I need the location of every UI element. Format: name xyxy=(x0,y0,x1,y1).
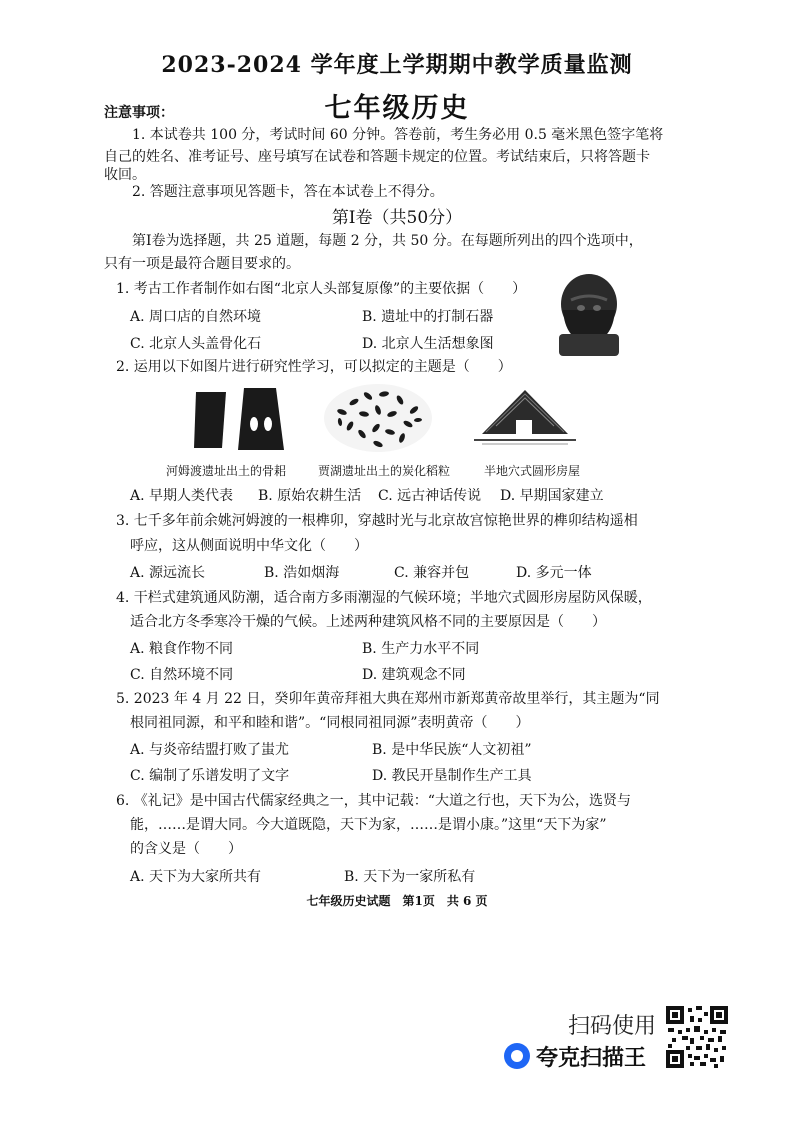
q5-option-c: C. 编制了乐谱发明了文字 xyxy=(130,768,290,784)
q1-option-a: A. 周口店的自然环境 xyxy=(130,309,262,325)
q2-caption-3: 半地穴式圆形房屋 xyxy=(484,464,581,478)
q6-stem-line2: 能，……是谓大同。今大道既隐，天下为家，……是谓小康。”这里“天下为家” xyxy=(130,817,607,833)
q1-stem: 1. 考古工作者制作如右图“北京人头部复原像”的主要依据（ ） xyxy=(116,281,527,297)
q6-option-a: A. 天下为大家所共有 xyxy=(130,869,262,885)
section-intro-line2: 只有一项是最符合题目要求的。 xyxy=(104,256,300,272)
q3-option-a: A. 源远流长 xyxy=(130,565,206,581)
pit-house-image xyxy=(472,386,578,452)
q2-option-c: C. 远古神话传说 xyxy=(378,488,482,504)
q1-option-b: B. 遗址中的打制石器 xyxy=(362,309,494,325)
carbonized-rice-image xyxy=(322,382,434,454)
q3-stem-line1: 3. 七千多年前余姚河姆渡的一根榫卯，穿越时光与北京故宫惊艳世界的榫卯结构遥相 xyxy=(116,513,638,529)
q6-stem-line3: 的含义是（ ） xyxy=(130,841,242,857)
scanner-brand[interactable] xyxy=(504,1041,646,1072)
q4-stem-line1: 4. 干栏式建筑通风防潮，适合南方多雨潮湿的气候环境；半地穴式圆形房屋防风保暖， xyxy=(116,590,652,606)
q2-caption-2: 贾湖遗址出土的炭化稻粒 xyxy=(318,464,451,478)
q5-stem-line2: 根同祖同源，和平和睦和谐”。“同根同祖同源”表明黄帝（ ） xyxy=(130,715,530,731)
qr-code-icon[interactable] xyxy=(666,1006,728,1068)
q4-option-b: B. 生产力水平不同 xyxy=(362,641,480,657)
exam-title: 2023-2024 学年度上学期期中教学质量监测 xyxy=(161,52,633,78)
q6-option-b: B. 天下为一家所私有 xyxy=(344,869,476,885)
q4-option-d: D. 建筑观念不同 xyxy=(362,667,466,683)
bone-plough-image xyxy=(188,384,292,454)
q4-stem-line2: 适合北方冬季寒冷干燥的气候。上述两种建筑风格不同的主要原因是（ ） xyxy=(130,614,606,630)
q5-stem-line1: 5. 2023 年 4 月 22 日，癸卯年黄帝拜祖大典在郑州市新郑黄帝故里举行，其主题为“同 xyxy=(116,691,660,707)
q3-option-d: D. 多元一体 xyxy=(516,565,592,581)
notice-heading: 注意事项： xyxy=(104,105,174,121)
q3-stem-line2: 呼应，这从侧面说明中华文化（ ） xyxy=(130,538,368,554)
quark-logo-icon xyxy=(504,1043,530,1069)
peking-man-bust-image xyxy=(545,270,631,358)
notice-item1-line3: 收回。 xyxy=(104,167,146,183)
q4-option-c: C. 自然环境不同 xyxy=(130,667,234,683)
scanner-brand-label: 夸克扫描王 xyxy=(536,1046,647,1071)
q2-option-d: D. 早期国家建立 xyxy=(500,488,604,504)
q2-caption-1: 河姆渡遗址出土的骨耜 xyxy=(166,464,287,478)
q3-option-b: B. 浩如烟海 xyxy=(264,565,340,581)
notice-item2: 2. 答题注意事项见答题卡，答在本试卷上不得分。 xyxy=(132,184,444,200)
q5-option-b: B. 是中华民族“人文初祖” xyxy=(372,742,532,758)
q1-option-d: D. 北京人生活想象图 xyxy=(362,336,494,352)
q5-option-a: A. 与炎帝结盟打败了蚩尤 xyxy=(130,742,290,758)
q1-option-c: C. 北京人头盖骨化石 xyxy=(130,336,262,352)
notice-item1-line1: 1. 本试卷共 100 分，考试时间 60 分钟。答卷前，考生务必用 0.5 毫米黑色签字笔将 xyxy=(132,127,664,143)
notice-item1-line2: 自己的姓名、准考证号、座号填写在试卷和答题卡规定的位置。考试结束后，只将答题卡 xyxy=(104,149,650,165)
exam-subject: 七年级历史 xyxy=(324,93,470,124)
q2-stem: 2. 运用以下如图片进行研究性学习，可以拟定的主题是（ ） xyxy=(116,359,512,375)
q4-option-a: A. 粮食作物不同 xyxy=(130,641,234,657)
q6-stem-line1: 6. 《礼记》是中国古代儒家经典之一，其中记载：“大道之行也，天下为公，选贤与 xyxy=(116,793,631,809)
q2-option-b: B. 原始农耕生活 xyxy=(258,488,362,504)
q2-option-a: A. 早期人类代表 xyxy=(130,488,234,504)
q5-option-d: D. 教民开垦制作生产工具 xyxy=(372,768,532,784)
q3-option-c: C. 兼容并包 xyxy=(394,565,470,581)
section-title: 第Ⅰ卷（共50分） xyxy=(331,208,463,228)
section-intro-line1: 第Ⅰ卷为选择题，共 25 道题，每题 2 分，共 50 分。在每题所列出的四个选项中， xyxy=(132,233,643,249)
scan-to-use-label: 扫码使用 xyxy=(568,1014,657,1039)
page-footer: 七年级历史试题 第1页 共 6 页 xyxy=(306,894,488,908)
